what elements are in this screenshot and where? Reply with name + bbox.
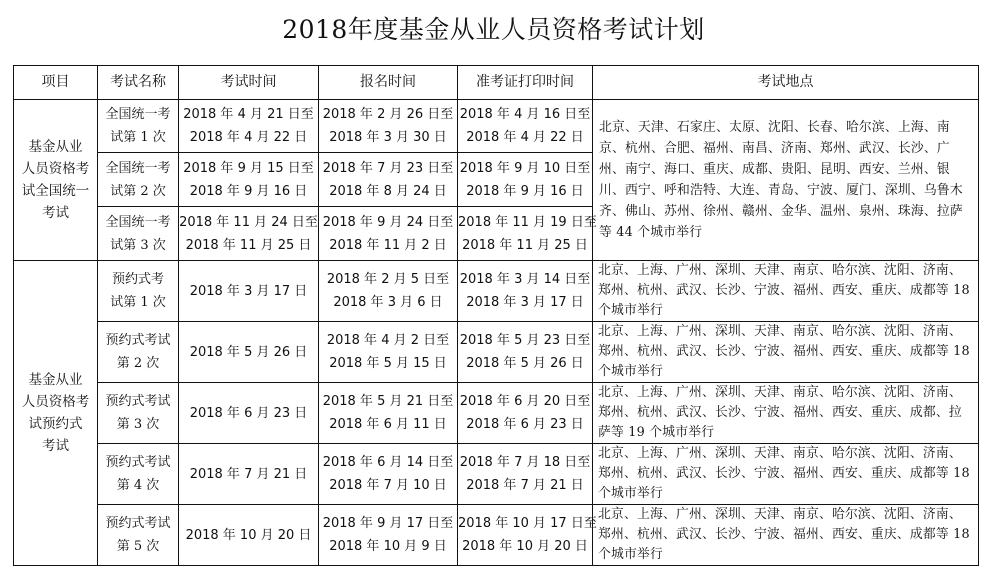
cell-line: 2018 年 7 月 18 日至: [459, 455, 591, 470]
header-registration-time: 报名时间: [319, 66, 458, 100]
cell-line: 2018 年 4 月 2 日至: [326, 333, 450, 348]
cell-line: 2018 年 5 月 15 日: [329, 356, 447, 371]
admit-print-time-cell: [458, 444, 593, 505]
cell-line: 2018 年 11 月 24 日至: [179, 214, 318, 230]
cell-line: 预约式考试: [105, 516, 171, 531]
cell-line: 2018 年 9 月 10 日至: [459, 160, 591, 176]
cell-line: 第 3 次: [116, 417, 160, 432]
registration-time-cell: [319, 261, 458, 322]
cell-line: 2018 年 3 月 17 日: [466, 295, 584, 310]
exam-time-cell: [179, 100, 319, 153]
cell-line: 考试: [42, 205, 69, 221]
cell-line: 试第 1 次: [110, 295, 166, 310]
header-exam-time: 考试时间: [179, 66, 319, 100]
header-admit-print-time: 准考证打印时间: [458, 66, 593, 100]
cell-line: 2018 年 9 月 15 日至: [183, 160, 314, 176]
exam-location-cell: 北京、上海、广州、深圳、天津、南京、哈尔滨、沈阳、济南、郑州、杭州、武汉、长沙、宁波、福州、西安、重庆、成都等 18 个城市举行: [593, 505, 979, 566]
cell-line: 2018 年 11 月 25 日: [462, 237, 588, 253]
cell-line: 基金从业: [28, 372, 83, 388]
cell-line: 第 2 次: [116, 356, 160, 371]
cell-line: 2018 年 5 月 23 日至: [459, 333, 591, 348]
cell-line: 2018 年 6 月 23 日: [189, 405, 308, 421]
table-row: [14, 383, 979, 444]
exam-time-cell: [179, 505, 319, 566]
cell-line: 2018 年 6 月 20 日至: [459, 394, 591, 409]
admit-print-time-cell: [458, 383, 593, 444]
table-row: [14, 505, 979, 566]
cell-line: 2018 年 3 月 6 日: [333, 295, 443, 310]
cell-line: 试第 3 次: [110, 237, 166, 253]
registration-time-cell: [319, 207, 458, 261]
cell-line: 预约式考: [111, 272, 164, 287]
registration-time-cell: [319, 322, 458, 383]
header-exam-name: 考试名称: [98, 66, 179, 100]
admit-print-time-cell: [458, 100, 593, 153]
table-row: [14, 261, 979, 322]
cell-line: 2018 年 8 月 24 日: [329, 183, 447, 199]
exam-name-cell: [98, 207, 179, 261]
cell-line: 2018 年 6 月 14 日至: [322, 455, 454, 470]
cell-line: 2018 年 9 月 16 日: [189, 183, 308, 199]
cell-line: 2018 年 3 月 30 日: [329, 130, 447, 145]
exam-time-cell: [179, 444, 319, 505]
registration-time-cell: [319, 444, 458, 505]
cell-line: 全国统一考: [105, 107, 171, 122]
cell-line: 2018 年 4 月 22 日: [189, 130, 308, 145]
cell-line: 第 4 次: [116, 478, 160, 493]
admit-print-time-cell: [458, 207, 597, 261]
cell-line: 2018 年 7 月 21 日: [466, 478, 584, 493]
exam-name-cell: [98, 322, 179, 383]
registration-time-cell: [319, 153, 458, 207]
cell-line: 2018 年 10 月 20 日: [185, 527, 312, 543]
exam-time-cell: [179, 322, 319, 383]
cell-line: 试第 2 次: [110, 183, 166, 199]
cell-line: 预约式考试: [105, 333, 171, 348]
exam-schedule-table: [13, 65, 979, 566]
cell-line: 2018 年 3 月 14 日至: [459, 272, 591, 287]
category-reservation-exam: [14, 261, 98, 566]
cell-line: 2018 年 7 月 21 日: [189, 466, 308, 482]
exam-time-cell: [179, 153, 319, 207]
table-row: [14, 322, 979, 383]
cell-line: 2018 年 7 月 10 日: [329, 478, 447, 493]
admit-print-time-cell: [458, 505, 597, 566]
cell-line: 2018 年 11 月 19 日至: [458, 214, 597, 230]
cell-line: 预约式考试: [105, 394, 171, 409]
cell-line: 2018 年 9 月 16 日: [466, 183, 584, 199]
exam-name-cell: [98, 153, 179, 207]
cell-line: 2018 年 4 月 22 日: [466, 130, 584, 145]
cell-line: 2018 年 11 月 2 日: [329, 237, 447, 253]
cell-line: 2018 年 7 月 23 日至: [322, 160, 454, 176]
registration-time-cell: [319, 383, 458, 444]
cell-line: 2018 年 6 月 23 日: [466, 417, 584, 432]
cell-line: 2018 年 10 月 9 日: [329, 539, 447, 554]
exam-location-cell: 北京、上海、广州、深圳、天津、南京、哈尔滨、沈阳、济南、郑州、杭州、武汉、长沙、宁波、福州、西安、重庆、成都等 18 个城市举行: [593, 261, 979, 322]
header-exam-location: 考试地点: [593, 66, 979, 100]
table-row: [14, 444, 979, 505]
exam-location-cell: 北京、上海、广州、深圳、天津、南京、哈尔滨、沈阳、济南、郑州、杭州、武汉、长沙、宁波、福州、西安、重庆、成都等 18 个城市举行: [593, 322, 979, 383]
exam-name-cell: [98, 100, 179, 153]
registration-time-cell: [319, 100, 458, 153]
table-row: [14, 100, 979, 153]
cell-line: 预约式考试: [105, 455, 171, 470]
exam-time-cell: [179, 383, 319, 444]
table-header-row: [14, 66, 979, 100]
exam-name-cell: [98, 444, 179, 505]
registration-time-cell: [319, 505, 458, 566]
admit-print-time-cell: [458, 322, 593, 383]
cell-line: 试第 1 次: [110, 130, 166, 145]
exam-name-cell: [98, 261, 179, 322]
cell-line: 全国统一考: [105, 160, 171, 176]
cell-line: 2018 年 6 月 11 日: [329, 417, 447, 432]
exam-name-cell: [98, 383, 179, 444]
cell-line: 2018 年 4 月 21 日至: [183, 107, 314, 122]
exam-location-cell: 北京、上海、广州、深圳、天津、南京、哈尔滨、沈阳、济南、郑州、杭州、武汉、长沙、宁波、福州、西安、重庆、成都、拉萨等 19 个城市举行: [593, 383, 979, 444]
cell-line: 试全国统一: [21, 183, 90, 199]
cell-line: 试预约式: [28, 416, 83, 432]
cell-line: 2018 年 10 月 17 日至: [458, 516, 597, 531]
exam-name-cell: [98, 505, 179, 566]
cell-line: 2018 年 3 月 17 日: [189, 283, 308, 299]
cell-line: 2018 年 5 月 26 日: [466, 356, 584, 371]
cell-line: 2018 年 9 月 24 日至: [322, 214, 454, 230]
category-national-exam: [14, 100, 98, 261]
cell-line: 考试: [42, 438, 69, 454]
exam-location-cell: 北京、天津、石家庄、太原、沈阳、长春、哈尔滨、上海、南京、杭州、合肥、福州、南昌、济南、郑州、武汉、长沙、广州、南宁、海口、重庆、成都、贵阳、昆明、西安、兰州、银川、西宁、呼和浩特、大连、青岛、宁波、厦门、深圳、乌鲁木齐、佛山、苏州、徐州、赣州、金华、温州、泉州、珠海、拉萨等 44 个城市举行: [593, 100, 979, 261]
cell-line: 2018 年 4 月 16 日至: [459, 107, 591, 122]
admit-print-time-cell: [458, 153, 593, 207]
page-title: 2018年度基金从业人员资格考试计划: [282, 15, 705, 44]
cell-line: 人员资格考: [21, 394, 90, 410]
exam-location-cell: 北京、上海、广州、深圳、天津、南京、哈尔滨、沈阳、济南、郑州、杭州、武汉、长沙、宁波、福州、西安、重庆、成都等 18 个城市举行: [593, 444, 979, 505]
cell-line: 人员资格考: [21, 161, 90, 177]
header-category: 项目: [14, 66, 98, 100]
cell-line: 2018 年 5 月 26 日: [189, 344, 308, 360]
exam-time-cell: [179, 261, 319, 322]
cell-line: 第 5 次: [116, 539, 160, 554]
exam-time-cell: [179, 207, 319, 261]
cell-line: 基金从业: [28, 139, 83, 155]
cell-line: 2018 年 2 月 26 日至: [322, 107, 454, 122]
cell-line: 2018 年 5 月 21 日至: [322, 394, 454, 409]
cell-line: 2018 年 9 月 17 日至: [322, 516, 454, 531]
cell-line: 2018 年 10 月 20 日: [462, 539, 588, 554]
admit-print-time-cell: [458, 261, 593, 322]
cell-line: 2018 年 2 月 5 日至: [326, 272, 450, 287]
cell-line: 全国统一考: [105, 214, 171, 230]
cell-line: 2018 年 11 月 25 日: [185, 237, 312, 253]
